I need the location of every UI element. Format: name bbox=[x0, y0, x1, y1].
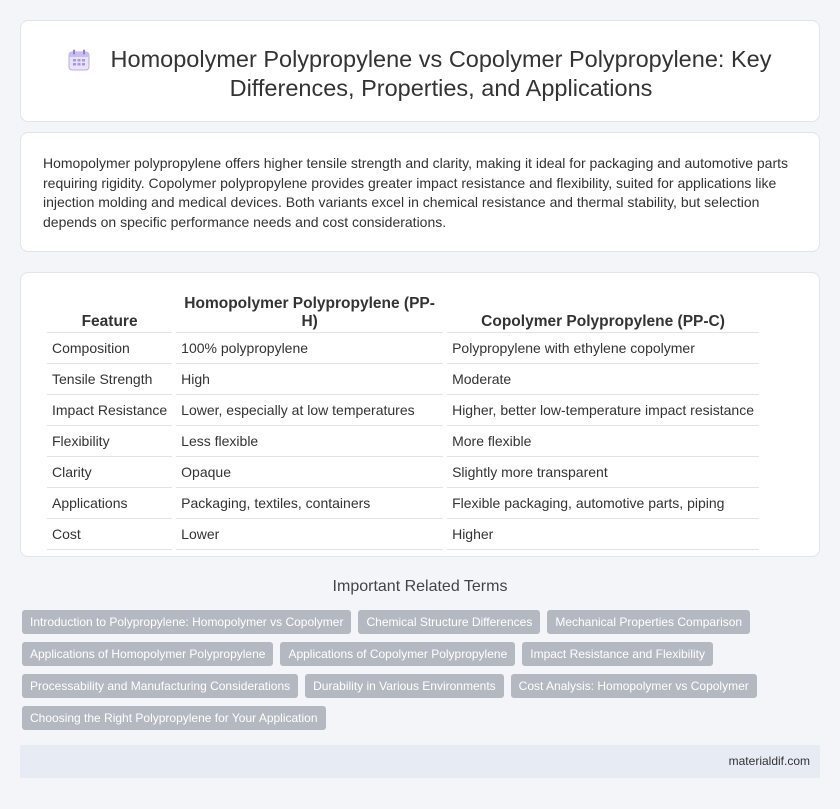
related-term-tag[interactable]: Applications of Homopolymer Polypropylene bbox=[22, 642, 273, 666]
summary-text: Homopolymer polypropylene offers higher tensile strength and clarity, making it ideal for packaging and automotive parts requiring rigidity. Copolymer polypropylene provides greater impact resistance and flexibility, suited for applications like injection molding and medical devices. Both variants excel in chemical resistance and thermal stability, but selection depends on specific performance needs and cost considerations. bbox=[43, 155, 788, 230]
table-row bbox=[47, 333, 759, 364]
footer-site-link[interactable]: materialdif.com bbox=[728, 754, 810, 768]
comparison-table bbox=[43, 295, 763, 550]
related-term-tag[interactable]: Choosing the Right Polypropylene for Your Application bbox=[22, 706, 326, 730]
related-term-tag[interactable]: Applications of Copolymer Polypropylene bbox=[280, 642, 515, 666]
related-term-tag[interactable]: Introduction to Polypropylene: Homopolymer vs Copolymer bbox=[22, 610, 351, 634]
column-header: Feature bbox=[47, 295, 172, 333]
table-cell: Clarity bbox=[47, 457, 172, 488]
column-header: Copolymer Polypropylene (PP-C) bbox=[447, 295, 759, 333]
table-cell: More flexible bbox=[447, 426, 759, 457]
table-cell: Moderate bbox=[447, 364, 759, 395]
table-cell: Impact Resistance bbox=[47, 395, 172, 426]
table-cell: Flexibility bbox=[47, 426, 172, 457]
table-cell: Opaque bbox=[176, 457, 443, 488]
column-header: Homopolymer Polypropylene (PP-H) bbox=[176, 295, 443, 333]
footer-bar bbox=[20, 745, 820, 778]
table-row bbox=[47, 364, 759, 395]
table-cell: Applications bbox=[47, 488, 172, 519]
related-term-tag[interactable]: Processability and Manufacturing Considerations bbox=[22, 674, 298, 698]
table-cell: Higher, better low-temperature impact resistance bbox=[447, 395, 759, 426]
table-cell: Less flexible bbox=[176, 426, 443, 457]
related-terms-title: Important Related Terms bbox=[332, 578, 508, 595]
related-term-tag[interactable]: Chemical Structure Differences bbox=[358, 610, 540, 634]
header-card bbox=[20, 20, 820, 122]
table-cell: Packaging, textiles, containers bbox=[176, 488, 443, 519]
related-terms-list bbox=[22, 610, 812, 730]
table-cell: 100% polypropylene bbox=[176, 333, 443, 364]
table-cell: Lower, especially at low temperatures bbox=[176, 395, 443, 426]
table-row bbox=[47, 519, 759, 550]
page-title: Homopolymer Polypropylene vs Copolymer Polypropylene: Key Differences, Properties, and Applications bbox=[110, 46, 772, 101]
table-row bbox=[47, 457, 759, 488]
summary-card bbox=[20, 132, 820, 252]
table-cell: Cost bbox=[47, 519, 172, 550]
table-cell: Higher bbox=[447, 519, 759, 550]
table-row bbox=[47, 395, 759, 426]
table-cell: Tensile Strength bbox=[47, 364, 172, 395]
related-term-tag[interactable]: Durability in Various Environments bbox=[305, 674, 504, 698]
related-term-tag[interactable]: Cost Analysis: Homopolymer vs Copolymer bbox=[511, 674, 757, 698]
table-cell: Lower bbox=[176, 519, 443, 550]
related-term-tag[interactable]: Impact Resistance and Flexibility bbox=[522, 642, 713, 666]
table-header-row bbox=[47, 295, 759, 333]
comparison-card bbox=[20, 272, 820, 557]
table-cell: Slightly more transparent bbox=[447, 457, 759, 488]
table-cell: Composition bbox=[47, 333, 172, 364]
table-cell: High bbox=[176, 364, 443, 395]
table-row bbox=[47, 488, 759, 519]
related-term-tag[interactable]: Mechanical Properties Comparison bbox=[547, 610, 750, 634]
table-cell: Polypropylene with ethylene copolymer bbox=[447, 333, 759, 364]
table-cell: Flexible packaging, automotive parts, piping bbox=[447, 488, 759, 519]
table-row bbox=[47, 426, 759, 457]
